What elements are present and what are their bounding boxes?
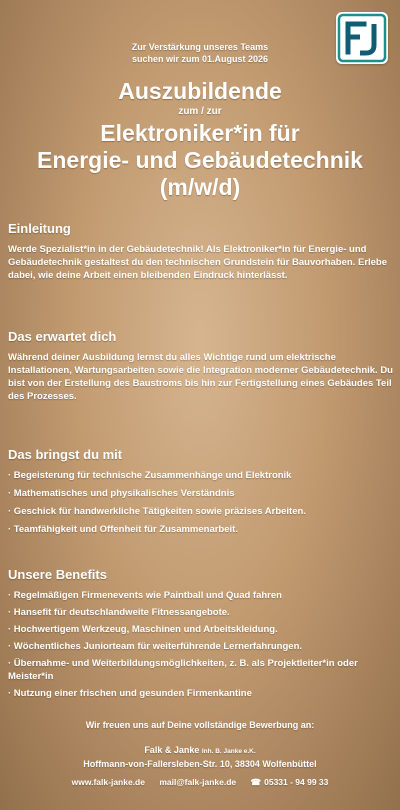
- job-title-line-3: (m/w/d): [159, 174, 241, 200]
- benefits-list: [8, 589, 394, 700]
- job-title-line-1: Elektroniker*in für: [100, 120, 300, 146]
- requirements-list: [8, 469, 394, 536]
- section-benefits: [8, 567, 394, 704]
- section-heading: Das erwartet dich: [8, 329, 117, 344]
- company-address: Hoffmann-von-Fallersleben-Str. 10, 38304 Wolfenbüttel: [83, 759, 317, 769]
- section-erwartet: [8, 329, 394, 403]
- intro-text: [0, 41, 400, 65]
- company-owner: Inh. B. Janke e.K.: [201, 748, 256, 755]
- contact-bar: [0, 777, 400, 788]
- section-bringst: [8, 447, 394, 541]
- job-title: [0, 120, 400, 201]
- company-name: Falk & Janke: [144, 745, 200, 755]
- list-item: · Geschick für handwerkliche Tätigkeiten sowie präzises Arbeiten.: [8, 506, 306, 517]
- page-title: Auszubildende: [118, 78, 282, 104]
- section-text: Während deiner Ausbildung lernst du alles Wichtige rund um elektrische Installationen, Wartungsarbeiten sowie die Integration moderner Gebäudetechnik. Du bist von der Erstellung des Baustroms bis hin zur Fertigstellung eines Gebäudes Teil des Prozesses.: [8, 352, 393, 402]
- list-item: · Hochwertigem Werkzeug, Maschinen und Arbeitskleidung.: [8, 624, 278, 635]
- section-text: Werde Spezialist*in in der Gebäudetechnik! Als Elektroniker*in für Energie- und Gebäudetechnik gestaltest du den technischen Grundstein für Bauvorhaben. Erlebe dabei, wie deine Arbeit einen bleibenden Eindruck hinterlässt.: [8, 244, 388, 281]
- company-name-line: [0, 744, 400, 758]
- phone-number: 05331 - 94 99 33: [264, 777, 329, 787]
- list-item: · Übernahme- und Weiterbildungsmöglichkeiten, z. B. als Projektleiter*in oder Meister*in: [8, 658, 358, 682]
- section-heading: Einleitung: [8, 221, 71, 236]
- section-heading: Das bringst du mit: [8, 447, 123, 462]
- closing-text: Wir freuen uns auf Deine vollständige Bewerbung an:: [85, 720, 315, 730]
- company-info: [0, 744, 400, 770]
- email-link[interactable]: mail@falk-janke.de: [159, 777, 237, 787]
- list-item: · Mathematisches und physikalisches Verständnis: [8, 488, 235, 499]
- title-connector: zum / zur: [178, 106, 222, 117]
- website-link[interactable]: www.falk-janke.de: [71, 777, 145, 787]
- intro-line-2: suchen wir zum 01.August 2026: [131, 54, 269, 64]
- list-item: · Wöchentliches Juniorteam für weiterführende Lernerfahrungen.: [8, 641, 303, 652]
- section-heading: Unsere Benefits: [8, 567, 107, 582]
- list-item: · Nutzung einer frischen und gesunden Firmenkantine: [8, 688, 252, 699]
- phone-icon: ☎: [250, 777, 262, 787]
- job-title-line-2: Energie- und Gebäudetechnik: [37, 147, 363, 173]
- section-einleitung: [8, 221, 394, 282]
- phone-info[interactable]: [251, 777, 329, 787]
- list-item: · Begeisterung für technische Zusammenhänge und Elektronik: [8, 470, 292, 481]
- list-item: · Hansefit für deutschlandweite Fitnessangebote.: [8, 607, 230, 618]
- list-item: · Teamfähigkeit und Offenheit für Zusammenarbeit.: [8, 524, 238, 535]
- list-item: · Regelmäßigen Firmenevents wie Paintball und Quad fahren: [8, 590, 282, 601]
- intro-line-1: Zur Verstärkung unseres Teams: [131, 42, 269, 52]
